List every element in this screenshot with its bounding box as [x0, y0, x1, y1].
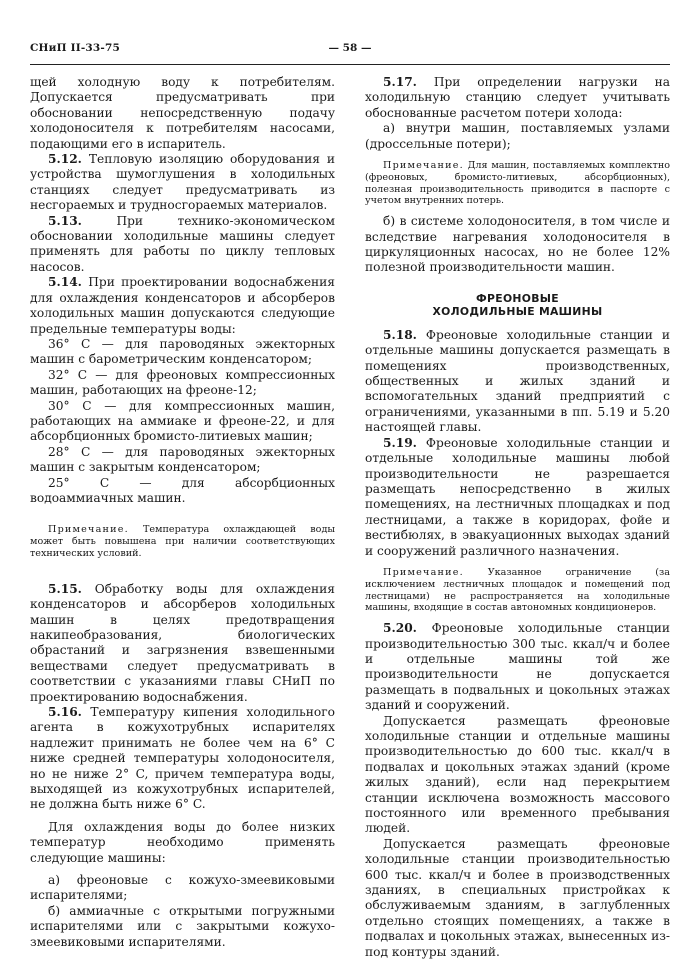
left-column	[30, 75, 335, 950]
clause-text: Температуру кипения холодильного агента в кожухотрубных испарителях надлежит принимать не более чем на 6° C ниже средней температуры холодоносителя, но не ниже 2° C, причем температура воды, выходящей из кожухотрубных испарителей, не должна быть ниже 6° C.	[30, 705, 335, 812]
clause-number: 5.17.	[383, 75, 417, 89]
document-code: СНиП II-33-75	[30, 42, 120, 54]
note-cooling-water	[30, 524, 335, 559]
clause-5-14	[30, 275, 335, 337]
list-item-b: б) в системе холодоносителя, в том числе и вследствие нагревания холодоносителя в циркуляционных насосах, но не более 12% полезной производительности машин.	[365, 214, 670, 275]
clause-text: Фреоновые холодильные станции и отдельные холодильные машины любой производительности не разрешается размещать непосредственно в жилых помещениях, на лестничных площадках и под лестницами, а также в коридорах, фойе и вестибюлях, в эвакуационных выходах зданий и сооружений различного назначения.	[365, 435, 670, 558]
note-label: Примечание.	[383, 566, 464, 578]
right-column	[365, 75, 670, 960]
note-label: Примечание.	[383, 160, 464, 172]
clause-text: Тепловую изоляцию оборудования и устройства шумоглушения в холодильных станциях следует предусматривать из несгораемых и трудносгораемых материалов.	[30, 152, 335, 213]
note-text: Для машин, поставляемых комплектно (фреоновых, бромисто-литиевых, абсорбционных), полезная производительность приводится в паспорте с учетом внутренних потерь.	[365, 160, 670, 207]
header-divider	[30, 64, 670, 65]
paragraph-large-stations: Допускается размещать фреоновые холодильные станции производительностью 600 тыс. ккал/ч и более в производственных зданиях, в специальных пристройках к обслуживаемым зданиям, в заглубленных отдельно стоящих помещениях, а также в подвалах и цокольных этажах, вынесенных из-под контуры зданий.	[365, 836, 670, 959]
clause-text: Обработку воды для охлаждения конденсаторов и абсорберов холодильных машин в целях предотвращения накипеобразования, биологических обрастаний и загрязнения взвешенными веществами следует предусматривать в соответствии с указаниями главы СНиП по проектированию водоснабжения.	[30, 581, 335, 704]
clause-number: 5.18.	[383, 327, 417, 342]
paragraph-low-temperatures: Для охлаждения воды до более низких температур необходимо применять следующие машины:	[30, 819, 335, 865]
list-item-a: а) внутри машин, поставляемых узлами (дроссельные потери);	[365, 121, 670, 151]
clause-number: 5.15.	[48, 581, 82, 596]
clause-5-12	[30, 152, 335, 214]
clause-5-17	[365, 75, 670, 121]
note-restriction	[365, 567, 670, 614]
clause-5-13	[30, 214, 335, 276]
clause-number: 5.16.	[48, 705, 82, 720]
clause-number: 5.13.	[48, 213, 82, 228]
section-heading	[365, 292, 670, 318]
clause-text: При определении нагрузки на холодильную станцию следует учитывать обоснованные расчетом потери холода:	[365, 75, 671, 120]
note-text: Указанное ограничение (за исключением лестничных площадок и помещений под лестницами) не распространяется на холодильные машины, входящие в состав автономных кондиционеров.	[365, 566, 670, 614]
section-heading-line-2: ХОЛОДИЛЬНЫЕ МАШИНЫ	[432, 304, 603, 318]
paragraph-continuation: щей холодную воду к потребителям. Допускается предусматривать при обосновании непосредственную подачу холодоносителя к потребителям насосами, подающими его в испаритель.	[30, 75, 335, 151]
clause-number: 5.12.	[48, 152, 82, 167]
clause-5-15	[30, 582, 335, 705]
clause-5-20	[365, 621, 670, 713]
clause-text: При проектировании водоснабжения для охлаждения конденсаторов и абсорберов холодильных машин допускаются следующие предельные температуры воды:	[30, 275, 335, 336]
note-label: Примечание.	[48, 524, 129, 536]
clause-text: При технико-экономическом обосновании холодильные машины следует применять для работы по циклу тепловых насосов.	[30, 213, 336, 274]
clause-text: Фреоновые холодильные станции и отдельные машины допускается размещать в помещениях производственных, общественных и жилых зданий и вспомогательных зданий предприятий с ограничениями, указанными в пп. 5.19 и 5.20 настоящей главы.	[365, 327, 670, 435]
note-complete-machines	[365, 160, 670, 207]
clause-5-19	[365, 436, 670, 559]
temperature-item: 30° C — для компрессионных машин, работающих на аммиаке и фреоне-22, и для абсорбционных бромисто-литиевых машин;	[30, 398, 335, 444]
clause-number: 5.14.	[48, 275, 82, 290]
clause-text: Фреоновые холодильные станции производительностью 300 тыс. ккал/ч и более и отдельные машины той же производительности не допускается размещать в подвальных и цокольных этажах зданий и сооружений.	[365, 621, 671, 713]
page-header	[30, 42, 670, 58]
clause-number: 5.20.	[383, 621, 417, 636]
clause-5-16	[30, 705, 335, 813]
clause-5-18	[365, 328, 670, 436]
section-heading-line-1: ФРЕОНОВЫЕ	[476, 291, 559, 305]
list-item-b: б) аммиачные с открытыми погружными испарителями или с закрытыми кожухо-змеевиковыми испарителями.	[30, 903, 335, 949]
page-number: — 58 —	[328, 42, 372, 54]
note-text: Температура охлаждающей воды может быть повышена при наличии соответствующих технических условий.	[30, 524, 335, 559]
temperature-item: 36° C — для пароводяных эжекторных машин с барометрическим конденсатором;	[30, 336, 335, 367]
temperature-item: 25° C — для абсорбционных водоаммиачных машин.	[30, 475, 335, 505]
temperature-item: 28° C — для пароводяных эжекторных машин с закрытым конденсатором;	[30, 444, 335, 475]
list-item-a: а) фреоновые с кожухо-змеевиковыми испарителями;	[30, 873, 335, 903]
temperature-item: 32° C — для фреоновых компрессионных машин, работающих на фреоне-12;	[30, 367, 335, 398]
paragraph-basement-placement: Допускается размещать фреоновые холодильные станции и отдельные машины производительностью до 600 тыс. ккал/ч в подвалах и цокольных этажах зданий (кроме жилых зданий), если над перекрытием станции исключена возможность массового постоянного или временного пребывания людей.	[365, 713, 670, 836]
clause-number: 5.19.	[383, 435, 417, 450]
